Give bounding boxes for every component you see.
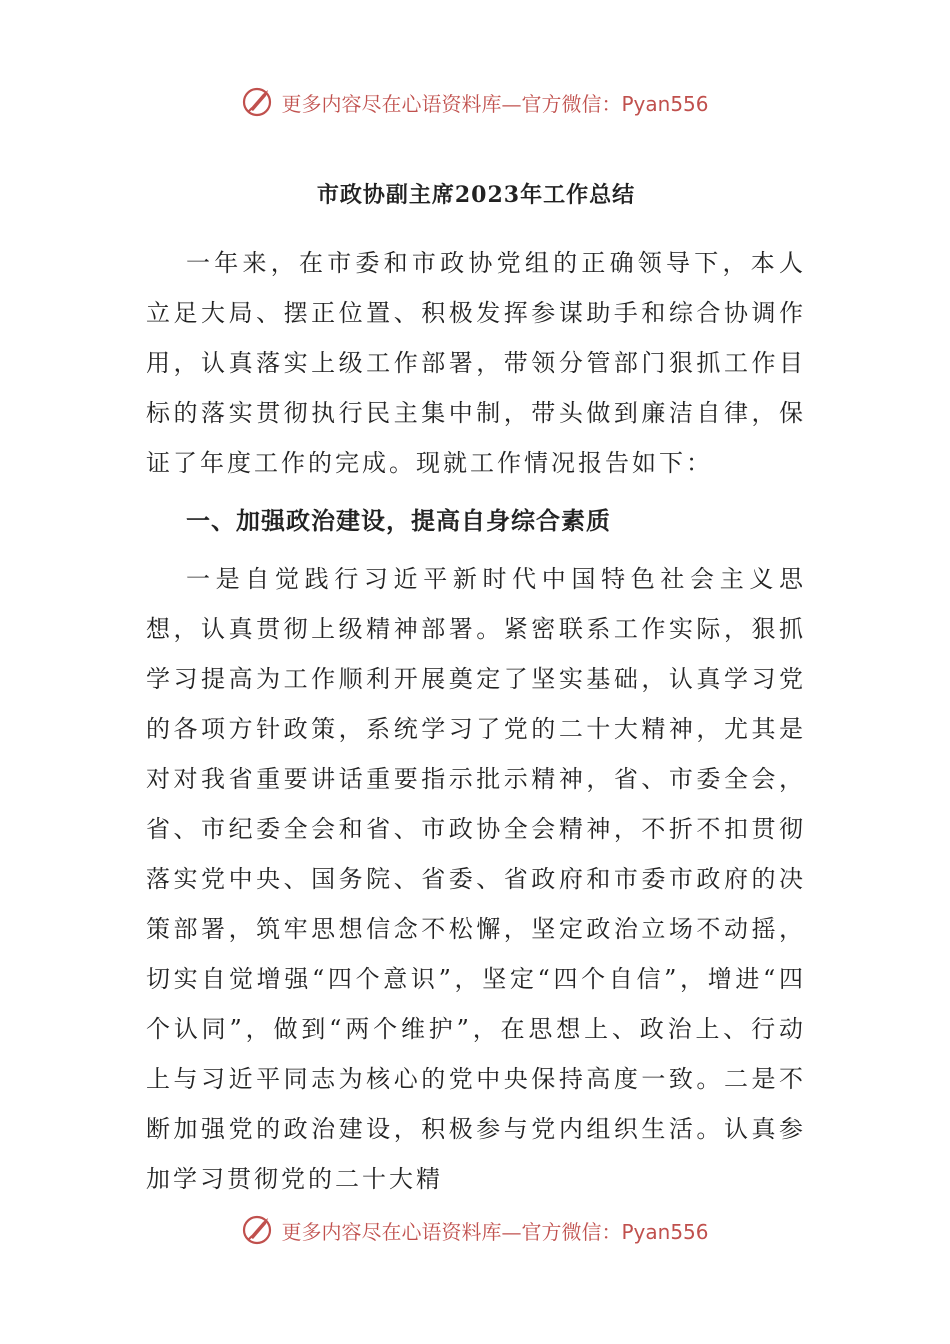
pen-circle-icon: [241, 84, 277, 120]
header-watermark-banner: [0, 80, 950, 124]
watermark-text: [281, 88, 708, 117]
document-title: 市政协副主席2023年工作总结: [316, 182, 636, 208]
watermark-prefix: 更多内容尽在心语资料库—官方微信：: [281, 91, 622, 116]
intro-paragraph: 一年来，在市委和市政协党组的正确领导下，本人立足大局、摆正位置、积极发挥参谋助手和综合协调作用，认真落实上级工作部署，带领分管部门狠抓工作目标的落实贯彻执行民主集中制，带头做到廉洁自律，保证了年度工作的完成。现就工作情况报告如下：: [146, 249, 806, 477]
pen-circle-icon: [241, 1212, 277, 1248]
watermark-wechat-id: Pyan556: [621, 91, 709, 116]
section-1-paragraph: 一是自觉践行习近平新时代中国特色社会主义思想，认真贯彻上级精神部署。紧密联系工作实际，狠抓学习提高为工作顺利开展奠定了坚实基础，认真学习党的各项方针政策，系统学习了党的二十大精神，尤其是对对我省重要讲话重要指示批示精神，省、市委全会，省、市纪委全会和省、市政协全会精神，不折不扣贯彻落实党中央、国务院、省委、省政府和市委市政府的决策部署，筑牢思想信念不松懈，坚定政治立场不动摇，切实自觉增强“四个意识”，坚定“四个自信”，增进“四个认同”，做到“两个维护”，在思想上、政治上、行动上与习近平同志为核心的党中央保持高度一致。二是不断加强党的政治建设，积极参与党内组织生活。认真参加学习贯彻党的二十大精: [146, 565, 806, 1193]
watermark-prefix: 更多内容尽在心语资料库—官方微信：: [281, 1219, 622, 1244]
document-body: [146, 170, 806, 1204]
section-1-heading: 一、加强政治建设，提高自身综合素质: [186, 506, 611, 535]
watermark-text: [281, 1216, 708, 1245]
watermark-wechat-id: Pyan556: [621, 1219, 709, 1244]
footer-watermark-banner: [0, 1208, 950, 1252]
